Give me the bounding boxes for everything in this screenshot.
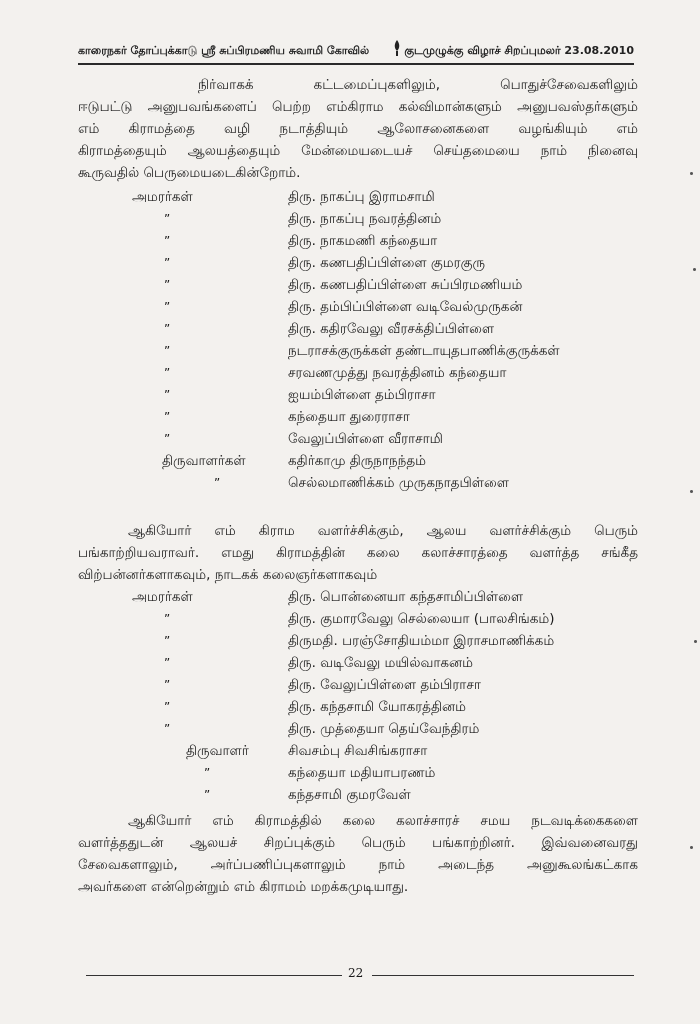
paragraph-1 — [78, 74, 638, 184]
honoree-name: திரு. வடிவேலு மயில்வாகனம் — [288, 655, 474, 671]
footer-rule-right — [372, 975, 634, 976]
paragraph-line: வளர்த்ததுடன் ஆலயச் சிறப்புக்கும் பெரும் பங்காற்றினர். இவ்வனைவரது — [78, 835, 638, 851]
running-header — [78, 40, 634, 62]
honoree-label: ” — [164, 256, 171, 270]
honoree-name: சிவசம்பு சிவசிங்கராசா — [288, 743, 428, 759]
paragraph-line: சேவைகளாலும், அர்ப்பணிப்புகளாலும் நாம் அடைந்த அனுகூலங்கட்காக — [78, 857, 638, 873]
footer-rule-left — [86, 975, 342, 976]
honoree-name: திரு. கந்தசாமி யோகரத்தினம் — [288, 699, 466, 715]
honoree-label: ” — [164, 366, 171, 380]
honoree-label: ” — [164, 212, 171, 226]
paragraph-line: விற்பன்னர்களாகவும், நாடகக் கலைஞர்களாகவும் — [78, 567, 378, 583]
honoree-name: வேலுப்பிள்ளை வீராசாமி — [288, 431, 443, 447]
honoree-label: ” — [164, 612, 171, 626]
honoree-name: திரு. நாகமணி கந்தையா — [288, 233, 438, 249]
paragraph-line: ஈடுபட்டு அனுபவங்களைப் பெற்ற எம்கிராம கல்விமான்களும் அனுபவஸ்தர்களும் — [78, 99, 638, 115]
honoree-name: திரு. கதிரவேலு வீரசக்திப்பிள்ளை — [288, 321, 495, 337]
page-number: 22 — [348, 966, 364, 980]
honoree-label: அமரர்கள் — [132, 589, 193, 605]
honoree-name: நடராசக்குருக்கள் தண்டாயுதபாணிக்குருக்கள் — [288, 343, 560, 359]
honoree-label: ” — [164, 388, 171, 402]
honoree-label: ” — [164, 234, 171, 248]
honoree-label: ” — [164, 322, 171, 336]
paragraph-line: எம் கிராமத்தை வழி நடாத்தியும் ஆலோசனைகளை வழங்கியும் எம் — [78, 121, 638, 137]
paragraph-line: நிர்வாகக் கட்டமைப்புகளிலும், பொதுச்சேவைகளிலும் — [198, 77, 638, 93]
paragraph-2 — [78, 520, 638, 586]
honoree-name: திரு. நாகப்பு நவரத்தினம் — [288, 211, 442, 227]
paragraph-line: கிராமத்தையும் ஆலயத்தையும் மேன்மையடையச் செய்தமையை நாம் நினைவு — [78, 143, 638, 159]
honoree-name: செல்லமாணிக்கம் முருகநாதபிள்ளை — [288, 475, 509, 491]
honoree-label: ” — [204, 788, 211, 802]
honoree-name: திரு. பொன்னையா கந்தசாமிப்பிள்ளை — [288, 589, 524, 605]
honoree-name: திரு. முத்தையா தெய்வேந்திரம் — [288, 721, 480, 737]
honoree-name: திரு. தம்பிப்பிள்ளை வடிவேல்முருகன் — [288, 299, 523, 315]
honoree-label: ” — [164, 432, 171, 446]
honoree-name: திரு. வேலுப்பிள்ளை தம்பிராசா — [288, 677, 481, 693]
honoree-name: திரு. நாகப்பு இராமசாமி — [288, 189, 435, 205]
honoree-name: கந்தையா துரைராசா — [288, 409, 410, 425]
paragraph-line: அவர்களை என்றென்றும் எம் கிராமம் மறக்கமுடியாது. — [78, 879, 409, 895]
honoree-label: திருவாளர்கள் — [162, 453, 246, 469]
honoree-label: ” — [164, 678, 171, 692]
honoree-label: ” — [164, 700, 171, 714]
paragraph-line: ஆகியோர் எம் கிராமத்தில் கலை கலாச்சாரச் சமய நடவடிக்கைகளை — [128, 813, 638, 829]
honoree-label: ” — [164, 278, 171, 292]
honoree-name: ஐயம்பிள்ளை தம்பிராசா — [288, 387, 436, 403]
honoree-name: கதிர்காமு திருநாநந்தம் — [288, 453, 426, 469]
honoree-label: ” — [204, 766, 211, 780]
honoree-name: கந்தசாமி குமரவேள் — [288, 787, 411, 803]
honoree-label: திருவாளர் — [186, 743, 249, 759]
paragraph-line: கூருவதில் பெருமையடைகின்றோம். — [78, 165, 301, 181]
honoree-name: திருமதி. பரஞ்சோதியம்மா இராசமாணிக்கம் — [288, 633, 555, 649]
honoree-label: ” — [164, 722, 171, 736]
honoree-name: சரவணமுத்து நவரத்தினம் கந்தையா — [288, 365, 507, 381]
honoree-label: ” — [164, 344, 171, 358]
honoree-label: ” — [164, 656, 171, 670]
honoree-label: ” — [164, 300, 171, 314]
honoree-label: ” — [164, 410, 171, 424]
honoree-name: திரு. கணபதிப்பிள்ளை குமரகுரு — [288, 255, 486, 271]
paragraph-line: பங்காற்றியவராவர். எமது கிராமத்தின் கலை கலாச்சாரத்தை வளர்த்த சங்கீத — [78, 545, 638, 561]
header-rule — [78, 63, 634, 65]
paragraph-line: ஆகியோர் எம் கிராம வளர்ச்சிக்கும், ஆலய வளர்ச்சிக்கும் பெரும் — [128, 523, 638, 539]
honoree-name: கந்தையா மதியாபரணம் — [288, 765, 436, 781]
header-souvenir-title: குடமுழுக்கு விழாச் சிறப்புமலர் 23.08.2010 — [404, 44, 634, 57]
paragraph-3 — [78, 810, 638, 898]
header-temple-name: காரைநகர் தோப்புக்காடு ஸ்ரீ சுப்பிரமணிய சுவாமி கோவில் — [78, 44, 370, 57]
lamp-icon — [392, 40, 402, 56]
honoree-name: திரு. குமாரவேலு செல்லையா (பாலசிங்கம்) — [288, 611, 555, 627]
honoree-label: ” — [214, 476, 221, 490]
honoree-label: ” — [164, 634, 171, 648]
honoree-label: அமரர்கள் — [132, 189, 193, 205]
honoree-name: திரு. கணபதிப்பிள்ளை சுப்பிரமணியம் — [288, 277, 523, 293]
